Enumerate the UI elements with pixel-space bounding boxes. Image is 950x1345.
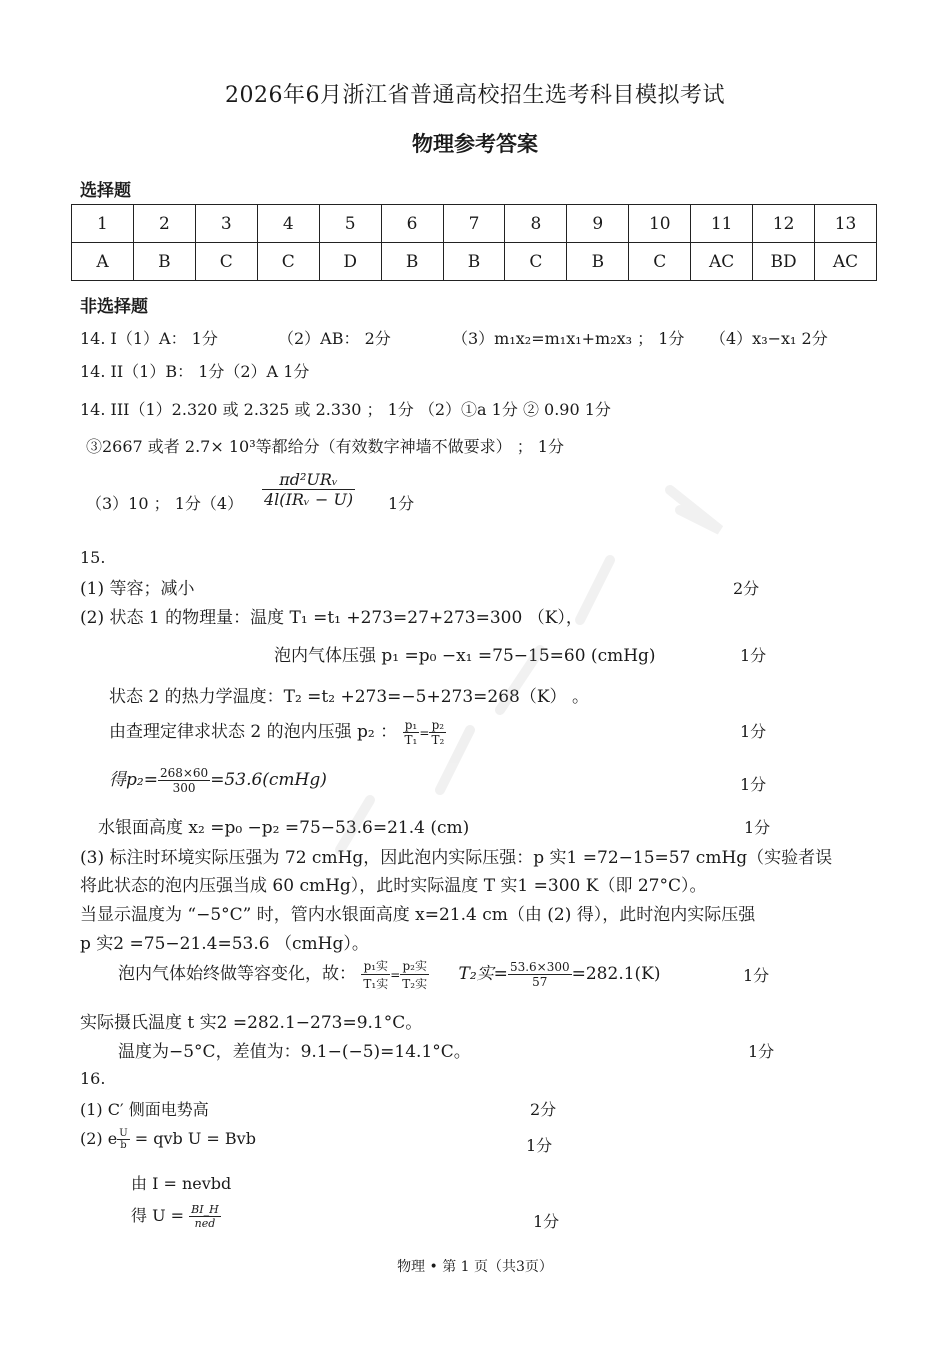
resistivity-denominator: 4l(IRᵥ − U) bbox=[264, 490, 354, 509]
question-number-row bbox=[72, 205, 877, 243]
q15-line3: 泡内气体压强 p₁ =p₀ −x₁ =75−15=60 (cmHg) bbox=[274, 646, 656, 666]
q16-line2-pre: (2) e bbox=[80, 1129, 118, 1148]
answer-cell: AC bbox=[815, 243, 877, 281]
q16-line4 bbox=[131, 1203, 221, 1230]
q15-line13: 实际摄氏温度 t 实2 =282.1−273=9.1°C。 bbox=[80, 1013, 423, 1033]
question-number-cell: 3 bbox=[195, 205, 257, 243]
nonchoice-heading: 非选择题 bbox=[80, 297, 148, 317]
q14-1-part3: （3）m₁x₂=m₁x₁+m₂x₃ ； 1分 bbox=[452, 329, 685, 348]
question-number-cell: 9 bbox=[567, 205, 629, 243]
question-number-cell: 2 bbox=[133, 205, 195, 243]
q15-line4: 状态 2 的热力学温度：T₂ =t₂ +273=−5+273=268（K） 。 bbox=[109, 687, 589, 707]
answer-cell: C bbox=[257, 243, 319, 281]
answer-cell: BD bbox=[753, 243, 815, 281]
q16-line1: (1) C′ 侧面电势高 bbox=[80, 1100, 209, 1119]
q15-line6-num: 268×60 bbox=[159, 766, 209, 780]
q16-line4-num: BI_H bbox=[191, 1203, 219, 1216]
q14-3-c-score: 1分 bbox=[388, 494, 415, 513]
choice-heading: 选择题 bbox=[80, 181, 131, 201]
resistivity-numerator: πd²URᵥ bbox=[262, 470, 355, 490]
q16-line4-pre: 得 U = bbox=[131, 1206, 185, 1225]
q15-line7-score: 1分 bbox=[744, 818, 771, 837]
q15-line12-mid: T₂实= bbox=[458, 964, 508, 984]
q16-line4-score: 1分 bbox=[533, 1212, 560, 1231]
q16-line2-den: b bbox=[120, 1140, 127, 1151]
exam-title: 2026年6月浙江省普通高校招生选考科目模拟考试 bbox=[225, 83, 725, 108]
q15-line6-score: 1分 bbox=[740, 775, 767, 794]
q15-line6-pre: 得p₂= bbox=[109, 770, 158, 790]
q15-line8: (3) 标注时环境实际压强为 72 cmHg，因此泡内实际压强：p 实1 =72−15=57 cmHg（实验者误 bbox=[80, 848, 833, 868]
resistivity-fraction bbox=[262, 470, 355, 509]
q15-t1-actual: T₁实 bbox=[363, 977, 389, 991]
choice-answer-table bbox=[71, 204, 877, 281]
q15-line9: 将此状态的泡内压强当成 60 cmHg），此时实际温度 T 实1 =300 K（即 27°C）。 bbox=[80, 876, 707, 896]
q15-line12-score: 1分 bbox=[743, 966, 770, 985]
answer-cell: B bbox=[567, 243, 629, 281]
q15-line14: 温度为−5°C，差值为：9.1−(−5)=14.1°C。 bbox=[118, 1042, 471, 1062]
q15-label: 15. bbox=[80, 548, 106, 567]
q14-3-answer-b: ③2667 或者 2.7× 10³等都给分（有效数字神墙不做要求） ； 1分 bbox=[86, 437, 564, 456]
q16-line2-fraction bbox=[117, 1128, 129, 1151]
q15-t2-actual: T₂实 bbox=[402, 977, 428, 991]
question-number-cell: 12 bbox=[753, 205, 815, 243]
question-number-cell: 11 bbox=[691, 205, 753, 243]
q15-line12-fraction bbox=[508, 960, 572, 989]
q15-line6-den: 300 bbox=[172, 781, 196, 795]
charles-law-lhs bbox=[403, 718, 420, 747]
q15-p2-actual: p₂实 bbox=[400, 957, 429, 975]
q15-line6-post: =53.6(cmHg) bbox=[210, 770, 327, 790]
question-number-cell: 13 bbox=[815, 205, 877, 243]
q16-line3: 由 I = nevbd bbox=[131, 1174, 232, 1193]
q15-line12-post: =282.1(K) bbox=[571, 964, 661, 984]
q14-1-part1: 14. I（1）A： 1分 bbox=[80, 329, 218, 348]
q15-ratio-lhs bbox=[361, 957, 390, 992]
q15-line14-score: 1分 bbox=[748, 1042, 775, 1061]
q15-line10: 当显示温度为 “−5°C” 时，管内水银面高度 x=21.4 cm（由 (2) 得），此时泡内实际压强 bbox=[80, 905, 756, 925]
charles-p1: p₁ bbox=[403, 718, 420, 733]
q16-line2 bbox=[80, 1128, 256, 1151]
answer-cell: B bbox=[443, 243, 505, 281]
q16-line2-post: = qvb U = Bvb bbox=[134, 1129, 256, 1148]
question-number-cell: 5 bbox=[319, 205, 381, 243]
q15-line1: (1) 等容；减小 bbox=[80, 579, 195, 599]
q14-1-part2: （2）AB： 2分 bbox=[278, 329, 391, 348]
q15-line6 bbox=[109, 765, 327, 795]
page-footer: 物理 • 第 1 页（共3页） bbox=[397, 1259, 553, 1275]
q14-2-answer: 14. II（1）B： 1分（2）A 1分 bbox=[80, 362, 310, 381]
q15-line3-score: 1分 bbox=[740, 646, 767, 665]
answer-cell: B bbox=[381, 243, 443, 281]
answer-cell: B bbox=[133, 243, 195, 281]
answer-key-subtitle: 物理参考答案 bbox=[412, 131, 538, 156]
q15-line2: (2) 状态 1 的物理量：温度 T₁ =t₁ +273=27+273=300 （K）， bbox=[80, 608, 583, 628]
q16-line2-score: 1分 bbox=[526, 1136, 553, 1155]
charles-law-rhs bbox=[429, 718, 446, 747]
answer-cell: C bbox=[505, 243, 567, 281]
q16-line2-num: U bbox=[119, 1128, 128, 1139]
question-number-cell: 7 bbox=[443, 205, 505, 243]
q15-line5: 由查理定律求状态 2 的泡内压强 p₂ ： $\frac{\text{p₁}}{\text{T₁}}$ = $\frac{\text{p₂}}{\text{T₂}}$ bbox=[109, 718, 445, 747]
q15-line1-score: 2分 bbox=[733, 579, 760, 598]
q15-line12-den: 57 bbox=[532, 975, 548, 989]
q14-1-part4: （4）x₃−x₁ 2分 bbox=[710, 329, 828, 348]
q16-label: 16. bbox=[80, 1069, 106, 1088]
q14-3-answer-c: （3）10 ； 1分（4） bbox=[86, 494, 244, 513]
question-number-cell: 1 bbox=[72, 205, 134, 243]
answer-cell: D bbox=[319, 243, 381, 281]
q15-p1-actual: p₁实 bbox=[361, 957, 390, 975]
q15-line12: 泡内气体始终做等容变化，故： $\frac{\text{p₁实}}{\text{T₁实}}$ = $\frac{\text{p₂实}}{\text{T₂实}}$ T₂实= $\frac{53.6\times 300}{57}$ =282.1(K) bbox=[118, 959, 661, 991]
q15-line7: 水银面高度 x₂ =p₀ −p₂ =75−53.6=21.4 (cm) bbox=[98, 818, 470, 838]
q15-ratio-rhs bbox=[400, 957, 429, 992]
charles-p2: p₂ bbox=[429, 718, 446, 733]
answer-cell: AC bbox=[691, 243, 753, 281]
answer-row bbox=[72, 243, 877, 281]
q15-line11: p 实2 =75−21.4=53.6 （cmHg）。 bbox=[80, 934, 369, 954]
charles-t2: T₂ bbox=[431, 733, 445, 747]
question-number-cell: 8 bbox=[505, 205, 567, 243]
q15-line12-pre: 泡内气体始终做等容变化，故： bbox=[118, 964, 356, 984]
answer-cell: A bbox=[72, 243, 134, 281]
question-number-cell: 4 bbox=[257, 205, 319, 243]
charles-t1: T₁ bbox=[404, 733, 418, 747]
q15-line5-score: 1分 bbox=[740, 722, 767, 741]
q16-line4-den: ned bbox=[194, 1217, 216, 1230]
q15-line5-text: 由查理定律求状态 2 的泡内压强 p₂ ： bbox=[109, 722, 398, 742]
q16-line1-score: 2分 bbox=[530, 1100, 557, 1119]
question-number-cell: 6 bbox=[381, 205, 443, 243]
resistivity-formula bbox=[262, 470, 355, 509]
question-number-cell: 10 bbox=[629, 205, 691, 243]
answer-cell: C bbox=[195, 243, 257, 281]
q16-line4-fraction bbox=[189, 1203, 221, 1230]
q15-line6-fraction bbox=[158, 766, 210, 795]
q14-3-answer-a: 14. III（1）2.320 或 2.325 或 2.330 ； 1分 （2）①a 1分 ② 0.90 1分 bbox=[80, 400, 611, 419]
answer-cell: C bbox=[629, 243, 691, 281]
q15-line12-num: 53.6×300 bbox=[509, 960, 570, 974]
